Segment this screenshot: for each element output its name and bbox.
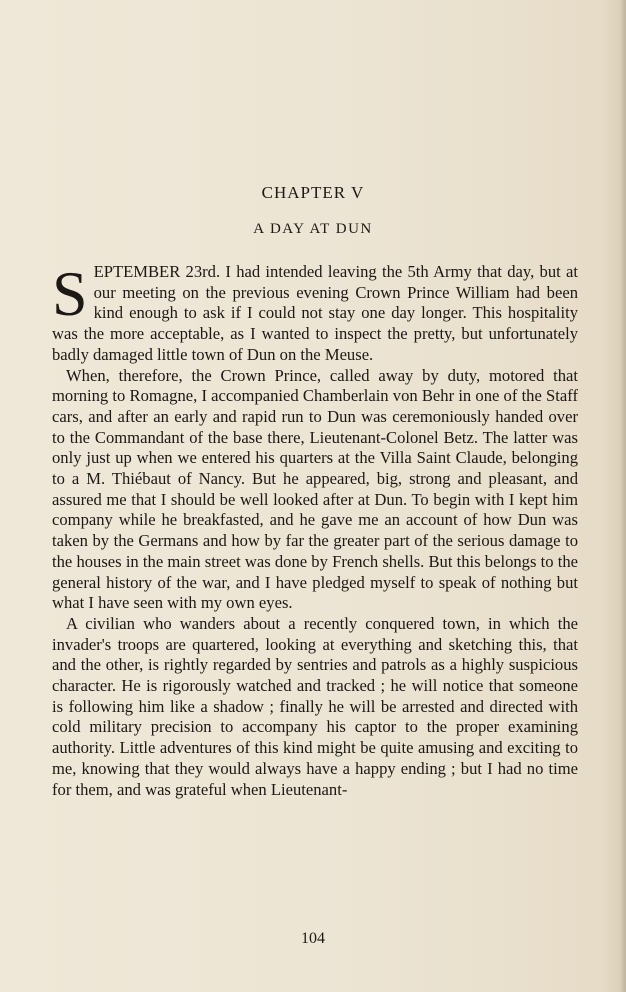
paragraph-3: A civilian who wanders about a recently conquered town, in which the invader's troops are quartered, looking at everything and sketching this, that and the other, is rightly regarded by sentries and patrols as a highly suspicious character. He is rigorously watched and tracked ; he will notice that someone is following him like a shadow ; finally he will be arrested and directed with cold military precision to accompany his captor to the proper examining authority. Little adventures of this kind might be quite amusing and exciting to me, knowing that they would always have a happy ending ; but I had no time for them, and was grateful when Lieutenant- bbox=[52, 613, 578, 799]
body-text bbox=[52, 258, 578, 800]
paragraph-1-text: I had intended leaving the 5th Army that day, but at our meeting on the previous evening Crown Prince William had been kind enough to ask if I could not stay one day longer. This hospitality was the more acceptable, as I wanted to inspect the pretty, but unfortunately badly damaged little town of Dun on the Meuse. bbox=[52, 262, 578, 364]
page-edge-shadow bbox=[620, 0, 626, 992]
paragraph-lead: EPTEMBER 23rd. bbox=[93, 262, 221, 281]
drop-cap: S bbox=[52, 258, 88, 329]
paragraph-1 bbox=[52, 258, 578, 366]
chapter-heading: CHAPTER V bbox=[261, 183, 365, 202]
paragraph-2: When, therefore, the Crown Prince, called away by duty, motored that morning to Romagne, I accompanied Chamberlain von Behr in one of the Staff cars, and after an early and rapid run to Dun was ceremoniously handed over to the Commandant of the base there, Lieutenant-Colonel Betz. The latter was only just up when we entered his quarters at the Villa Saint Claude, belonging to a M. Thiébaut of Nancy. But he appeared, big, strong and pleasant, and assured me that I should be well looked after at Dun. To begin with I kept him company while he breakfasted, and he gave me an account of how Dun was taken by the Germans and how by far the greater part of the serious damage to the houses in the main street was done by French shells. But this belongs to the general history of the war, and I have pledged myself to speak of nothing but what I have seen with my own eyes. bbox=[52, 365, 578, 613]
page-number: 104 bbox=[301, 930, 325, 947]
chapter-title: A DAY AT DUN bbox=[253, 221, 373, 237]
